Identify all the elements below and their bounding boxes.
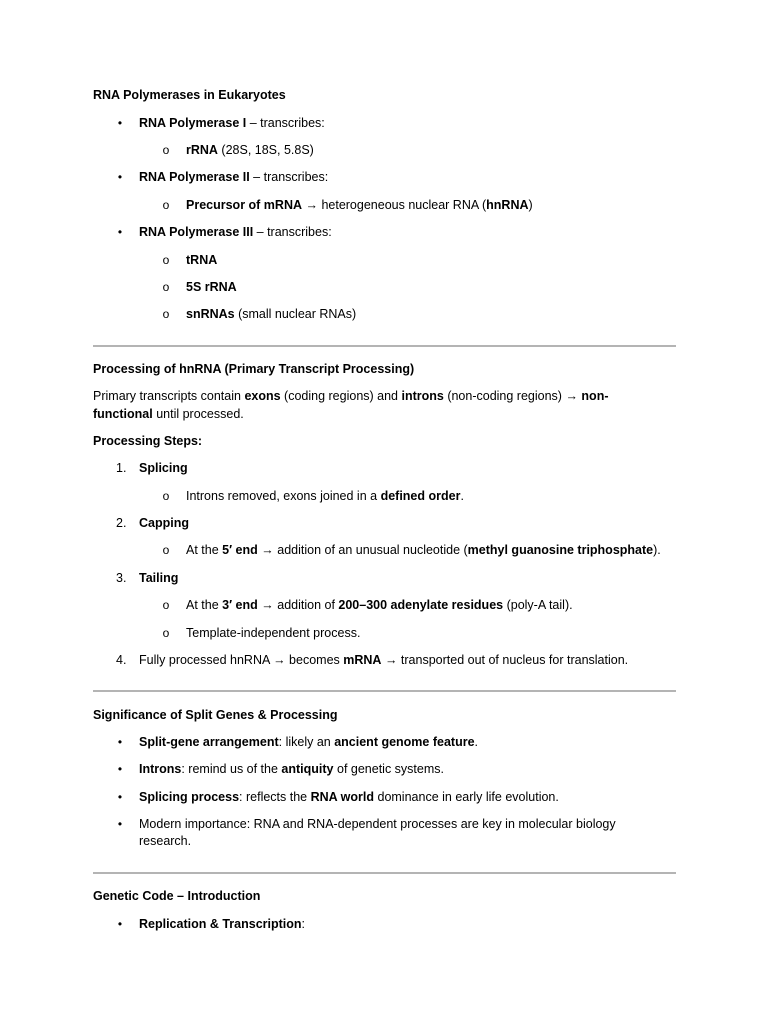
sub-bullet: o [162, 626, 170, 640]
list-item-trna: tRNA [186, 253, 218, 267]
sub-bullet: o [162, 253, 170, 267]
step-tailing: Tailing [139, 571, 179, 585]
step-number: 1. [116, 461, 127, 475]
bullet: • [117, 116, 123, 130]
list-item-replication-transcription: Replication & Transcription: [139, 917, 306, 931]
step-number: 3. [116, 571, 127, 585]
bullet: • [117, 170, 123, 184]
step-final-mrna: Fully processed hnRNA → becomes mRNA → transported out of nucleus for translation. [139, 653, 629, 667]
sub-bullet: o [162, 143, 170, 157]
bullet: • [117, 735, 123, 749]
sub-bullet: o [162, 280, 170, 294]
sub-bullet: o [162, 307, 170, 321]
sub-bullet: o [162, 543, 170, 557]
processing-steps-heading: Processing Steps: [93, 434, 203, 448]
section-heading-rna-polymerases: RNA Polymerases in Eukaryotes [93, 88, 286, 102]
step-capping-detail: At the 5′ end → addition of an unusual nucleotide (methyl guanosine triphosphate). [186, 543, 661, 557]
list-item-splicing-process: Splicing process: reflects the RNA world dominance in early life evolution. [139, 790, 559, 804]
list-item-pol2: RNA Polymerase II – transcribes: [139, 170, 329, 184]
list-item-snrnas: snRNAs (small nuclear RNAs) [186, 307, 357, 321]
list-item-introns: Introns: remind us of the antiquity of genetic systems. [139, 762, 444, 776]
sub-bullet: o [162, 598, 170, 612]
sub-bullet: o [162, 489, 170, 503]
list-item-pol1: RNA Polymerase I – transcribes: [139, 116, 325, 130]
step-tailing-detail-1: At the 3′ end → addition of 200–300 adenylate residues (poly-A tail). [186, 598, 573, 612]
step-number: 4. [116, 653, 127, 667]
horizontal-rule [93, 345, 676, 347]
list-item-split-gene: Split-gene arrangement: likely an ancient genome feature. [139, 735, 479, 749]
section-heading-split-genes: Significance of Split Genes & Processing [93, 708, 338, 722]
sub-bullet: o [162, 198, 170, 212]
bullet: • [117, 762, 123, 776]
intro-paragraph-line1: Primary transcripts contain exons (coding regions) and introns (non-coding regions) → non- [93, 389, 609, 403]
bullet: • [117, 790, 123, 804]
step-capping: Capping [139, 516, 189, 530]
step-tailing-detail-2: Template-independent process. [186, 626, 361, 640]
section-heading-hnrna-processing: Processing of hnRNA (Primary Transcript Processing) [93, 362, 415, 376]
step-splicing-detail: Introns removed, exons joined in a defined order. [186, 489, 464, 503]
bullet: • [117, 917, 123, 931]
bullet: • [117, 225, 123, 239]
horizontal-rule [93, 690, 676, 692]
list-item-pol3: RNA Polymerase III – transcribes: [139, 225, 332, 239]
bullet: • [117, 817, 123, 831]
list-item-modern-importance-line1: Modern importance: RNA and RNA-dependent processes are key in molecular biology [139, 817, 616, 831]
section-heading-genetic-code: Genetic Code – Introduction [93, 889, 261, 903]
list-item-precursor-mrna: Precursor of mRNA → heterogeneous nuclear RNA (hnRNA) [186, 198, 533, 212]
horizontal-rule [93, 872, 676, 874]
step-splicing: Splicing [139, 461, 188, 475]
intro-paragraph-line2: functional until processed. [93, 407, 244, 421]
list-item-rrna: rRNA (28S, 18S, 5.8S) [186, 143, 314, 157]
list-item-5s-rrna: 5S rRNA [186, 280, 237, 294]
list-item-modern-importance-line2: research. [139, 834, 192, 848]
step-number: 2. [116, 516, 127, 530]
